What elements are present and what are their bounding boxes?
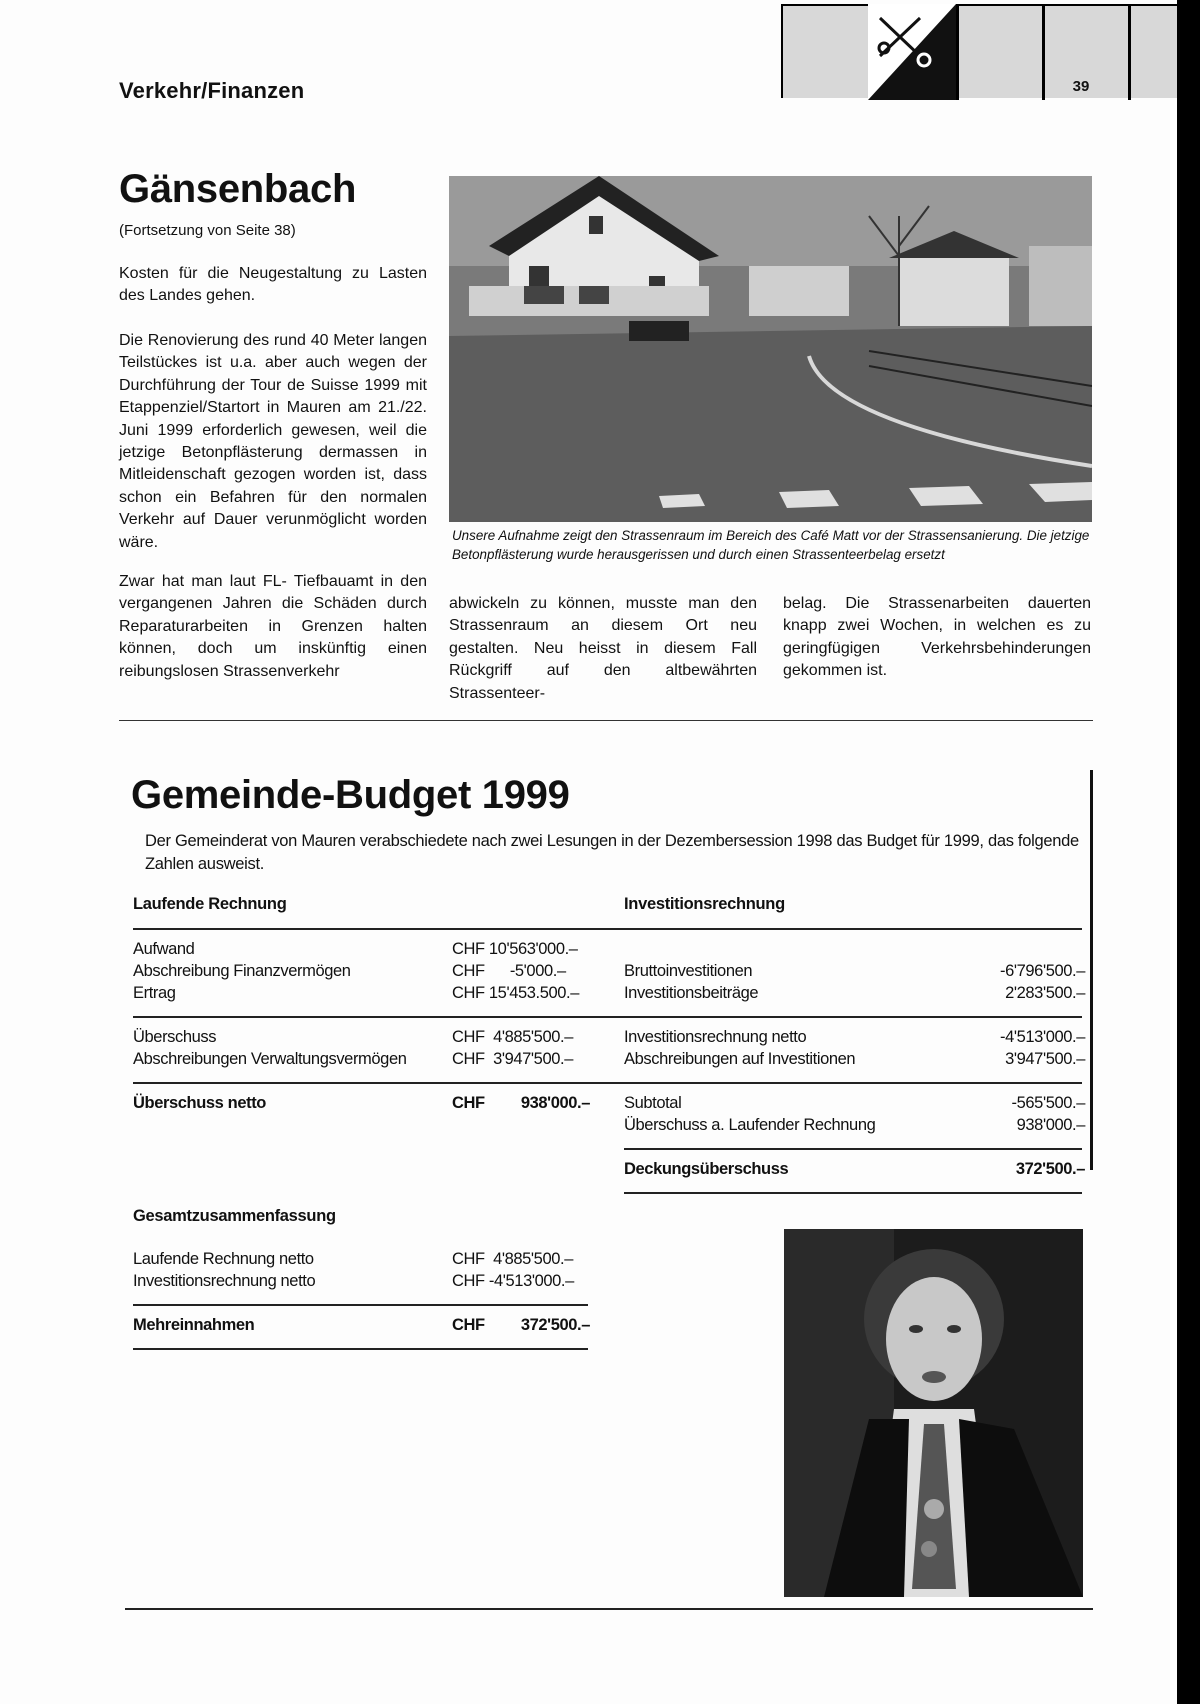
photo-caption: Unsere Aufnahme zeigt den Strassenraum im Bereich des Café Matt vor der Strassensanierung. Die jetzige Betonpflästerung wurde herausgerissen und durch einen Strassenteerbelag ersetzt bbox=[452, 528, 1090, 562]
gesamt-value: CHF -4'513'000.– bbox=[452, 1272, 574, 1290]
table-rule bbox=[133, 1348, 588, 1350]
laufende-total-label: Überschuss netto bbox=[133, 1094, 266, 1112]
budget-side-rule bbox=[1090, 770, 1093, 1170]
table-rule bbox=[133, 1016, 1082, 1018]
investition-label: Überschuss a. Laufender Rechnung bbox=[624, 1116, 876, 1134]
gesamt-label: Investitionsrechnung netto bbox=[133, 1272, 316, 1290]
gesamt-value: CHF 4'885'500.– bbox=[452, 1250, 573, 1268]
laufende-heading: Laufende Rechnung bbox=[133, 895, 287, 913]
article-subtitle: (Fortsetzung von Seite 38) bbox=[119, 222, 296, 239]
budget-title: Gemeinde-Budget 1999 bbox=[131, 773, 570, 817]
table-rule bbox=[133, 928, 1082, 930]
article-title: Gänsenbach bbox=[119, 167, 357, 211]
table-rule bbox=[133, 1082, 1082, 1084]
header-band bbox=[781, 4, 1177, 98]
section-divider bbox=[119, 720, 1093, 721]
investition-label: Investitionsrechnung netto bbox=[624, 1028, 807, 1046]
section-title: Verkehr/Finanzen bbox=[119, 78, 305, 103]
investition-total-value: 372'500.– bbox=[1015, 1160, 1085, 1178]
gesamt-total-currency: CHF bbox=[452, 1316, 485, 1334]
article-paragraph: Zwar hat man laut FL- Tiefbauamt in den vergangenen Jahren die Schäden durch Reparaturarbeiten in Grenzen halten können, doch um inskünftig einen reibungslosen Strassenverkehr bbox=[119, 573, 427, 680]
laufende-label: Aufwand bbox=[133, 940, 195, 958]
table-rule bbox=[624, 1148, 1082, 1150]
bottom-rule bbox=[125, 1608, 1093, 1610]
portrait-photo bbox=[784, 1229, 1083, 1597]
laufende-value: CHF 15'453.500.– bbox=[452, 984, 580, 1002]
investition-value: -6'796'500.– bbox=[1000, 962, 1085, 980]
header-cell bbox=[959, 6, 1045, 100]
gesamt-total-label: Mehreinnahmen bbox=[133, 1316, 255, 1334]
laufende-value: CHF 3'947'500.– bbox=[452, 1050, 573, 1068]
investition-label: Subtotal bbox=[624, 1094, 682, 1112]
laufende-label: Abschreibung Finanzvermögen bbox=[133, 962, 351, 980]
investition-label: Investitionsbeiträge bbox=[624, 984, 759, 1002]
investition-label: Bruttoinvestitionen bbox=[624, 962, 753, 980]
budget-intro: Der Gemeinderat von Mauren verabschiedete nach zwei Lesungen in der Dezembersession 1998 das Budget für 1999, das folgende Zahlen ausweist. bbox=[145, 832, 1079, 873]
header-cell bbox=[783, 6, 871, 100]
article-paragraph: Kosten für die Neugestaltung zu Lasten des Landes gehen. bbox=[119, 265, 427, 305]
laufende-label: Abschreibungen Verwaltungsvermögen bbox=[133, 1050, 407, 1068]
article-column-2: abwickeln zu können, musste man den Strassenraum an diesem Ort neu gestalten. Neu heisst in diesem Fall Rückgriff auf den altbewährten Strassenteer- bbox=[449, 595, 757, 702]
laufende-label: Überschuss bbox=[133, 1028, 217, 1046]
laufende-total-value: 938'000.– bbox=[520, 1094, 590, 1112]
laufende-value: CHF -5'000.– bbox=[452, 962, 566, 980]
laufende-value: CHF 4'885'500.– bbox=[452, 1028, 573, 1046]
laufende-total-currency: CHF bbox=[452, 1094, 485, 1112]
table-rule bbox=[624, 1192, 1082, 1194]
investition-heading: Investitionsrechnung bbox=[624, 895, 785, 913]
gesamt-heading: Gesamtzusammenfassung bbox=[133, 1207, 336, 1225]
crossed-tools-logo-icon bbox=[868, 4, 956, 100]
investition-value: -4'513'000.– bbox=[1000, 1028, 1085, 1046]
investition-value: 3'947'500.– bbox=[1005, 1050, 1085, 1068]
gesamt-label: Laufende Rechnung netto bbox=[133, 1250, 314, 1268]
investition-value: -565'500.– bbox=[1011, 1094, 1085, 1112]
investition-value: 2'283'500.– bbox=[1005, 984, 1085, 1002]
table-rule bbox=[133, 1304, 588, 1306]
laufende-label: Ertrag bbox=[133, 984, 176, 1002]
investition-value: 938'000.– bbox=[1016, 1116, 1085, 1134]
article-paragraph: Die Renovierung des rund 40 Meter langen Teilstückes ist u.a. aber auch wegen der Durchführung der Tour de Suisse 1999 mit Etappenziel/Startort in Mauren am 21./22. Juni 1999 erforderlich gewesen, weil die jetzige Betonpflästerung dermassen in Mitleidenschaft gezogen worden ist, dass schon ein Befahren für den normalen Verkehr auf Dauer verunmöglicht worden wäre. bbox=[119, 332, 427, 551]
investition-label: Abschreibungen auf Investitionen bbox=[624, 1050, 856, 1068]
street-photo bbox=[449, 176, 1092, 522]
investition-total-label: Deckungsüberschuss bbox=[624, 1160, 789, 1178]
page-number: 39 bbox=[1072, 78, 1090, 95]
gesamt-total-value: 372'500.– bbox=[520, 1316, 590, 1334]
article-column-3: belag. Die Strassenarbeiten dauerten knapp zwei Wochen, in welchen es zu geringfügigen Verkehrsbehinderungen gekommen ist. bbox=[783, 595, 1091, 680]
laufende-value: CHF 10'563'000.– bbox=[452, 940, 578, 958]
